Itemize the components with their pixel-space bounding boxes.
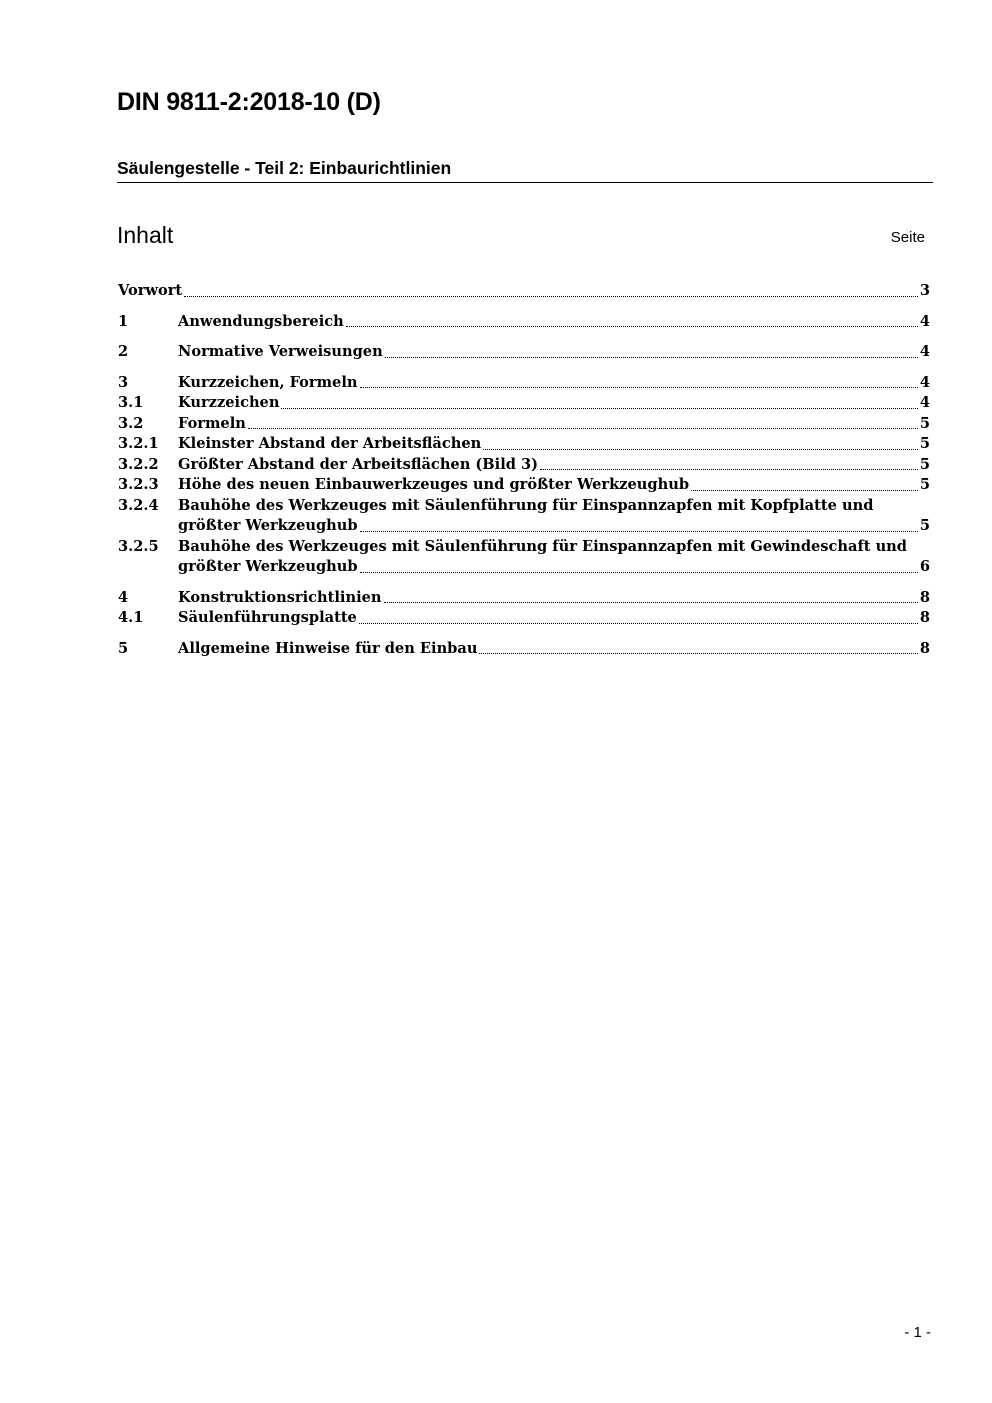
toc-entry-page: 5 [919,414,930,432]
toc-entry-4[interactable] [118,588,930,609]
toc-entry-vorwort[interactable] [118,281,930,302]
toc-entry-title: Formeln [178,414,246,432]
toc-entry-number: 3.2.4 [118,496,159,514]
toc-entry-3-2-1[interactable] [118,434,930,455]
toc-entry-1[interactable] [118,312,930,333]
table-of-contents [118,281,930,659]
toc-entry-number: 3 [118,373,129,391]
document-title: DIN 9811-2:2018-10 (D) [117,88,381,116]
toc-entry-page: 4 [919,343,930,360]
document-subtitle: Säulengestelle - Teil 2: Einbaurichtlinien [117,158,452,178]
toc-page-column-label: Seite [890,229,925,246]
toc-entry-3-1[interactable] [118,393,930,414]
toc-entry-page: 8 [919,639,930,657]
toc-entry-page: 4 [919,312,930,330]
toc-entry-number: 3.2.1 [118,435,159,452]
toc-entry-3[interactable] [118,373,930,394]
toc-entry-page: 4 [919,394,930,411]
toc-entry-page: 8 [919,609,930,626]
toc-entry-number: 5 [118,639,129,657]
toc-entry-5[interactable] [118,639,930,660]
toc-entry-title-line-2: größter Werkzeughub [178,517,358,534]
toc-dot-leader [691,490,918,491]
toc-entry-number: 4 [118,588,129,606]
toc-entry-number: 3.2 [118,414,144,432]
toc-entry-title: Kurzzeichen [178,394,280,411]
toc-entry-number: 3.2.5 [118,537,159,555]
toc-entry-number: 3.1 [118,394,144,411]
toc-entry-number: 2 [118,343,129,360]
toc-dot-leader [483,449,918,450]
toc-dot-leader [359,623,918,624]
toc-dot-leader [384,602,918,603]
toc-dot-leader [281,408,917,409]
page-number: - 1 - [904,1324,931,1341]
toc-entry-title: Vorwort [118,282,183,299]
toc-entry-title: Allgemeine Hinweise für den Einbau [178,639,478,657]
toc-entry-title: Normative Verweisungen [178,343,383,360]
toc-dot-leader [360,572,918,573]
toc-dot-leader [184,296,918,297]
toc-entry-3-2-5[interactable] [118,537,930,578]
toc-entry-number: 1 [118,312,129,330]
toc-entry-title: Höhe des neuen Einbauwerkzeuges und größter Werkzeughub [178,476,690,493]
toc-entry-title-line-1: Bauhöhe des Werkzeuges mit Säulenführung für Einspannzapfen mit Gewindeschaft und [178,537,907,555]
toc-entry-number: 3.2.3 [118,476,159,493]
toc-entry-2[interactable] [118,342,930,363]
toc-entry-3-2-4[interactable] [118,496,930,537]
toc-entry-page: 5 [919,435,930,452]
toc-entry-title: Konstruktionsrichtlinien [178,588,382,606]
toc-entry-title: Anwendungsbereich [178,312,344,330]
subtitle-divider [117,182,933,183]
toc-entry-3-2-2[interactable] [118,455,930,476]
toc-entry-title: Kurzzeichen, Formeln [178,373,358,391]
toc-entry-title: Größter Abstand der Arbeitsflächen (Bild 3) [178,455,539,473]
toc-entry-title: Säulenführungsplatte [178,609,357,626]
toc-entry-title: Kleinster Abstand der Arbeitsflächen [178,435,482,452]
toc-dot-leader [248,428,918,429]
toc-dot-leader [346,326,918,327]
toc-dot-leader [385,357,918,358]
toc-dot-leader [360,531,918,532]
toc-entry-title-line-1: Bauhöhe des Werkzeuges mit Säulenführung für Einspannzapfen mit Kopfplatte und [178,496,874,514]
toc-entry-page: 8 [919,588,930,606]
toc-entry-page: 5 [919,455,930,473]
toc-heading: Inhalt [117,222,174,248]
toc-entry-page: 5 [919,476,930,493]
toc-entry-number: 4.1 [118,609,144,626]
toc-dot-leader [540,469,918,470]
toc-entry-3-2[interactable] [118,414,930,435]
toc-entry-4-1[interactable] [118,608,930,629]
toc-entry-title-line-2: größter Werkzeughub [178,558,358,575]
toc-entry-page: 5 [919,517,930,534]
toc-entry-page: 3 [919,282,930,299]
toc-dot-leader [479,653,917,654]
toc-dot-leader [360,387,918,388]
toc-entry-page: 4 [919,373,930,391]
toc-entry-number: 3.2.2 [118,455,159,473]
toc-entry-page: 6 [919,558,930,575]
toc-entry-3-2-3[interactable] [118,475,930,496]
